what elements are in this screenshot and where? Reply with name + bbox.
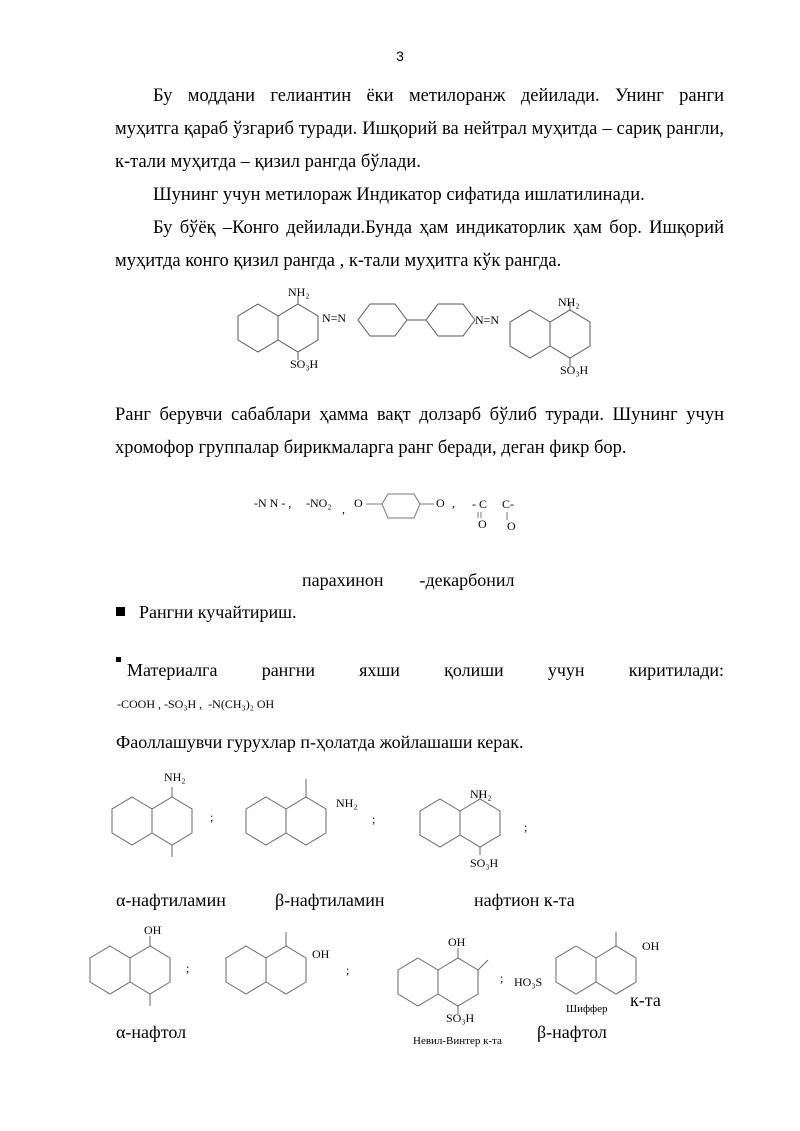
- nh2-label: NH₂: [470, 787, 492, 801]
- benzene-ring: [152, 797, 192, 845]
- benzene-ring: [460, 799, 500, 847]
- carbonyl-oxygen-label: O: [478, 517, 487, 531]
- nh2-label: NH₂: [558, 295, 580, 309]
- beta-naphthylamine-label: β-нафтиламин: [275, 890, 385, 910]
- separator-semicolon: ;: [500, 971, 504, 985]
- ho3s-label: HO₃S: [514, 975, 543, 989]
- so3h-label: SO₃H: [470, 856, 499, 870]
- chromophore-captions: парахинон -декарбонил: [302, 570, 515, 590]
- bond-line: [478, 960, 488, 970]
- congo-red-structure: [230, 282, 610, 382]
- separator-semicolon: ;: [372, 812, 376, 826]
- nitro-group-label: -NO₂: [306, 496, 332, 510]
- schaeffer-caption: Шиффер: [566, 1003, 608, 1015]
- beta-naphthol-label: β-нафтол: [537, 1022, 607, 1042]
- benzene-ring: [112, 797, 152, 845]
- azo-group-label: -N N - ,: [254, 496, 292, 510]
- separator-comma: ,: [452, 496, 455, 510]
- benzene-ring: [246, 797, 286, 845]
- activating-groups-line: Фаоллашувчи гурухлар п-ҳолатда жойлашаши керак.: [116, 732, 524, 752]
- benzene-ring: [556, 946, 596, 994]
- oh-label: OH: [144, 923, 162, 937]
- cooh-label: -COOH ,: [117, 697, 161, 711]
- benzene-ring: [278, 304, 318, 352]
- text-line: Материалга рангни яхши қолиши учун киритилади:: [127, 660, 724, 680]
- heading-amplify-color: [116, 602, 296, 623]
- separator-semicolon: ;: [524, 820, 528, 834]
- oxygen-label: O: [354, 496, 363, 510]
- nh2-label: NH₂: [336, 796, 358, 810]
- text-line: муҳитда конго қизил рангда , к-тали муҳитга кўк рангда.: [115, 251, 562, 271]
- quinone-ring: [366, 494, 434, 518]
- so3h-label: SO₃H: [290, 357, 319, 371]
- material-line: [116, 660, 724, 681]
- text-line: муҳитга қараб ўзгариб туради. Ишқорий ва нейтрал муҳитда – сариқ рангли,: [115, 119, 724, 139]
- nme2-label: -N(CH₃)₂: [208, 697, 254, 711]
- separator-semicolon: ;: [186, 961, 190, 975]
- page-number: 3: [396, 48, 404, 64]
- auxochrome-groups: [117, 697, 274, 712]
- benzene-ring: [226, 946, 266, 994]
- oh-label: OH: [448, 935, 466, 949]
- square-bullet-icon: [116, 607, 125, 616]
- text-line: Бу моддани гелиантин ёки метилоранж дейилади. Унинг ранги: [153, 86, 724, 106]
- benzene-ring: [358, 304, 407, 336]
- benzene-ring: [510, 310, 550, 358]
- carbonyl-carbon-label: - C: [472, 497, 487, 511]
- naphthylamine-structures: [100, 765, 570, 880]
- benzene-ring: [90, 946, 130, 994]
- nh2-label: NH₂: [164, 770, 186, 784]
- benzene-ring: [238, 304, 278, 352]
- so3h-label: SO₃H: [560, 363, 589, 377]
- oxygen-label: O: [436, 496, 445, 510]
- benzene-ring: [420, 799, 460, 847]
- naphthionic-acid-label: нафтион к-та: [474, 890, 575, 910]
- benzene-ring: [550, 310, 590, 358]
- paragraph-methylorange: [115, 80, 724, 278]
- oh-label: OH: [256, 697, 275, 711]
- small-square-bullet-icon: [116, 657, 121, 662]
- benzene-ring: [130, 946, 170, 994]
- nevile-winther-caption: Невил-Винтер к-та: [413, 1035, 502, 1047]
- azo-label: N=N: [475, 313, 500, 327]
- text-line: Бу бўёқ –Конго дейилади.Бунда ҳам индикаторлик ҳам бор. Ишқорий: [153, 218, 724, 238]
- oh-label: OH: [312, 947, 330, 961]
- text-line: хромофор группалар бирикмаларга ранг беради, деган фикр бор.: [115, 438, 627, 458]
- so3h-label: SO₃H: [446, 1011, 475, 1025]
- separator-semicolon: ;: [346, 963, 350, 977]
- schaeffer-acid-suffix: к-та: [630, 990, 661, 1010]
- carbonyl-carbon-label: C-: [502, 497, 514, 511]
- nh2-label: NH₂: [288, 285, 310, 299]
- benzene-ring: [426, 304, 475, 336]
- benzene-ring: [596, 946, 636, 994]
- benzene-ring: [286, 797, 326, 845]
- alpha-naphthol-label: α-нафтол: [116, 1022, 187, 1042]
- oh-label: OH: [642, 939, 660, 953]
- text-line: Шунинг учун метилораж Индикатор сифатида ишлатилинади.: [153, 185, 645, 205]
- carbonyl-oxygen-label: O: [507, 519, 516, 533]
- azo-label: N=N: [322, 311, 347, 325]
- text-line: Ранг берувчи сабаблари ҳамма вақт долзарб бўлиб туради. Шунинг учун: [115, 405, 724, 425]
- benzene-ring: [266, 946, 306, 994]
- separator-semicolon: ;: [210, 810, 214, 824]
- alpha-naphthylamine-label: α-нафтиламин: [116, 890, 226, 910]
- text-line: к-тали муҳитда – қизил рангда бўлади.: [115, 152, 421, 172]
- so3h-label: -SO₃H ,: [164, 697, 203, 711]
- chromophore-groups: [250, 480, 550, 540]
- separator-comma: ,: [342, 502, 345, 516]
- benzene-ring: [438, 958, 478, 1006]
- benzene-ring: [398, 958, 438, 1006]
- paragraph-chromophore: [115, 399, 724, 465]
- heading-text: Рангни кучайтириш.: [139, 602, 297, 622]
